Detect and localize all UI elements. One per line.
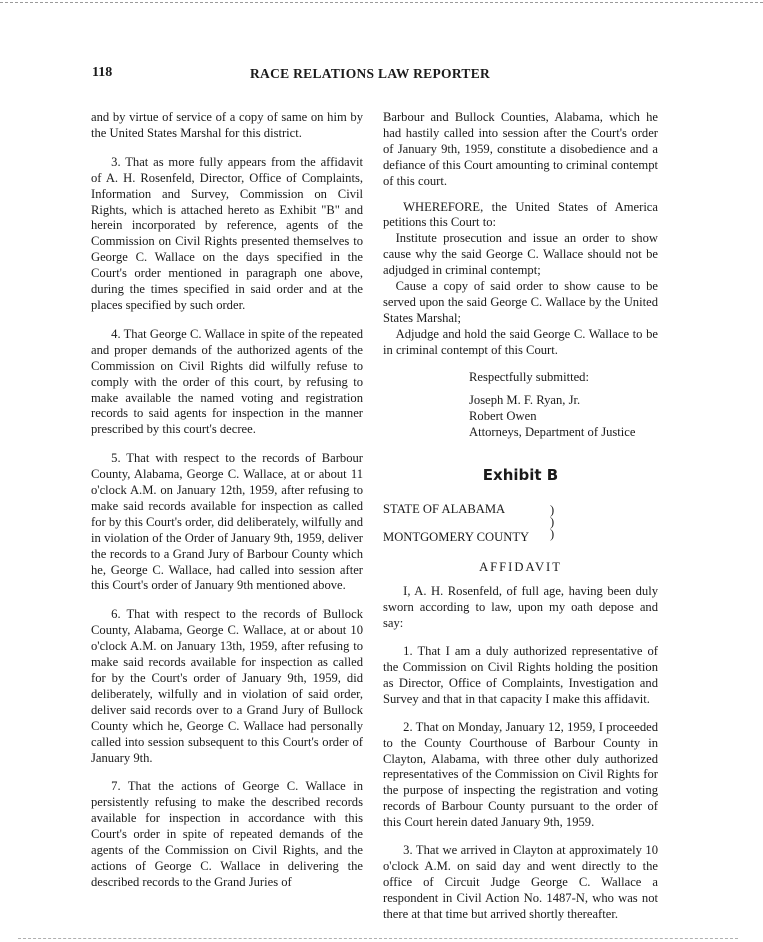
affidavit-title: AFFIDAVIT — [479, 559, 562, 574]
affidavit-intro: I, A. H. Rosenfeld, of full age, having been duly sworn according to law, upon my oath depose and say: — [383, 584, 658, 631]
relief-item: Cause a copy of said order to show cause to be served upon the said George C. Wallace by the United States Marshal; — [383, 279, 658, 325]
relief-list — [383, 231, 658, 358]
caption-brace: ) ) ) — [550, 502, 555, 541]
caption-county: MONTGOMERY COUNTY — [383, 529, 530, 544]
left-column — [91, 110, 363, 891]
signatory-name: Robert Owen — [469, 408, 537, 423]
affidavit-paragraph-3: 3. That we arrived in Clayton at approximately 10 o'clock A.M. on said day and went directly to the office of Circuit Judge George C. Wallace a respondent in Civil Action No. 1487-N, who was not there at that time but arrived shortly thereafter. — [383, 843, 658, 921]
signatory-name: Joseph M. F. Ryan, Jr. — [469, 392, 581, 407]
exhibit-title: Exhibit B — [482, 465, 559, 484]
paragraph-5: 5. That with respect to the records of Barbour County, Alabama, George C. Wallace, at or about 11 o'clock A.M. on January 12th, 1959, after refusing to make said records available for inspection as called for by this Court's order, did deliberately, wilfully and in violation of the Order of January 9th, 1959, deliver the records to a Grand Jury of Barbour County which he, George C. Wallace, had called into session after this Court's order of January 9th mentioned above. — [91, 451, 363, 593]
bottom-border-rule — [18, 938, 738, 939]
paragraph-4: 4. That George C. Wallace in spite of the repeated and proper demands of the authorized agents of the Commission on Civil Rights did wilfully refuse to comply with the order of this court, by refusing to make available the named voting and registration records to said agents for inspection in the manner prescribed by this court's decree. — [91, 326, 363, 437]
affidavit-paragraph-1: 1. That I am a duly authorized representative of the Commission on Civil Rights holding the position as Director, Office of Complaints, Investigation and Survey and that in that capacity I make this affidavit. — [383, 644, 658, 706]
paragraph-6: 6. That with respect to the records of Bullock County, Alabama, George C. Wallace, at or about 10 o'clock A.M. on January 13th, 1959, after refusing to make said records available for inspection as called for by the Court's order of January 9th, 1959, did deliberately, wilfully and in violation of said order, deliver said records over to a Grand Jury of Bullock County which he, George C. Wallace had personally called into session subsequent to this Court's order of January 9th. — [91, 607, 363, 765]
right-column — [383, 110, 658, 923]
signatory-title: Attorneys, Department of Justice — [469, 424, 636, 439]
affidavit-paragraph-2: 2. That on Monday, January 12, 1959, I proceeded to the County Courthouse of Barbour County in Clayton, Alabama, with three other duly authorized representatives of the Commission on Civil Rights for the purpose of inspecting the registration and voting records of Barbour County pursuant to the order of this Court herein dated January 9th, 1959. — [383, 719, 658, 830]
caption-state: STATE OF ALABAMA — [383, 501, 506, 516]
signature-heading: Respectfully submitted: — [469, 369, 589, 384]
paragraph-3: 3. That as more fully appears from the affidavit of A. H. Rosenfeld, Director, Office of Complaints, Information and Survey, Commission on Civil Rights, which is attached hereto as Exhibit "B" and herein incorporated by reference, agents of the Commission on Civil Rights presented themselves to George C. Wallace on the days specified in the Court's order mentioned in paragraph one above, during the times specified in said order and at the places specified by such order. — [91, 154, 363, 312]
paragraph-7: 7. That the actions of George C. Wallace in persistently refusing to make the described records available for inspection in accordance with this Court's order in spite of repeated demands of the agents of the Commission on Civil Rights, and the actions of George C. Wallace in delivering the described records to the Grand Juries of — [91, 779, 363, 889]
running-head: RACE RELATIONS LAW REPORTER — [250, 66, 491, 81]
top-border-rule — [0, 2, 763, 3]
page-number: 118 — [92, 65, 113, 80]
paragraph-7-continuation: Barbour and Bullock Counties, Alabama, which he had hastily called into session after the Court's order of January 9th, 1959, constitute a disobedience and a defiance of this Court amounting to criminal contempt of this court. — [383, 110, 658, 188]
signature-block — [469, 369, 658, 440]
paragraph-continuation: and by virtue of service of a copy of same on him by the United States Marshal for this district. — [91, 110, 363, 140]
relief-item: Adjudge and hold the said George C. Wallace to be in criminal contempt of this Court. — [383, 326, 658, 357]
wherefore-clause: WHEREFORE, the United States of America petitions this Court to: — [383, 199, 658, 230]
case-caption — [383, 498, 658, 556]
relief-item: Institute prosecution and issue an order to show cause why the said George C. Wallace should not be adjudged in criminal contempt; — [383, 231, 658, 278]
